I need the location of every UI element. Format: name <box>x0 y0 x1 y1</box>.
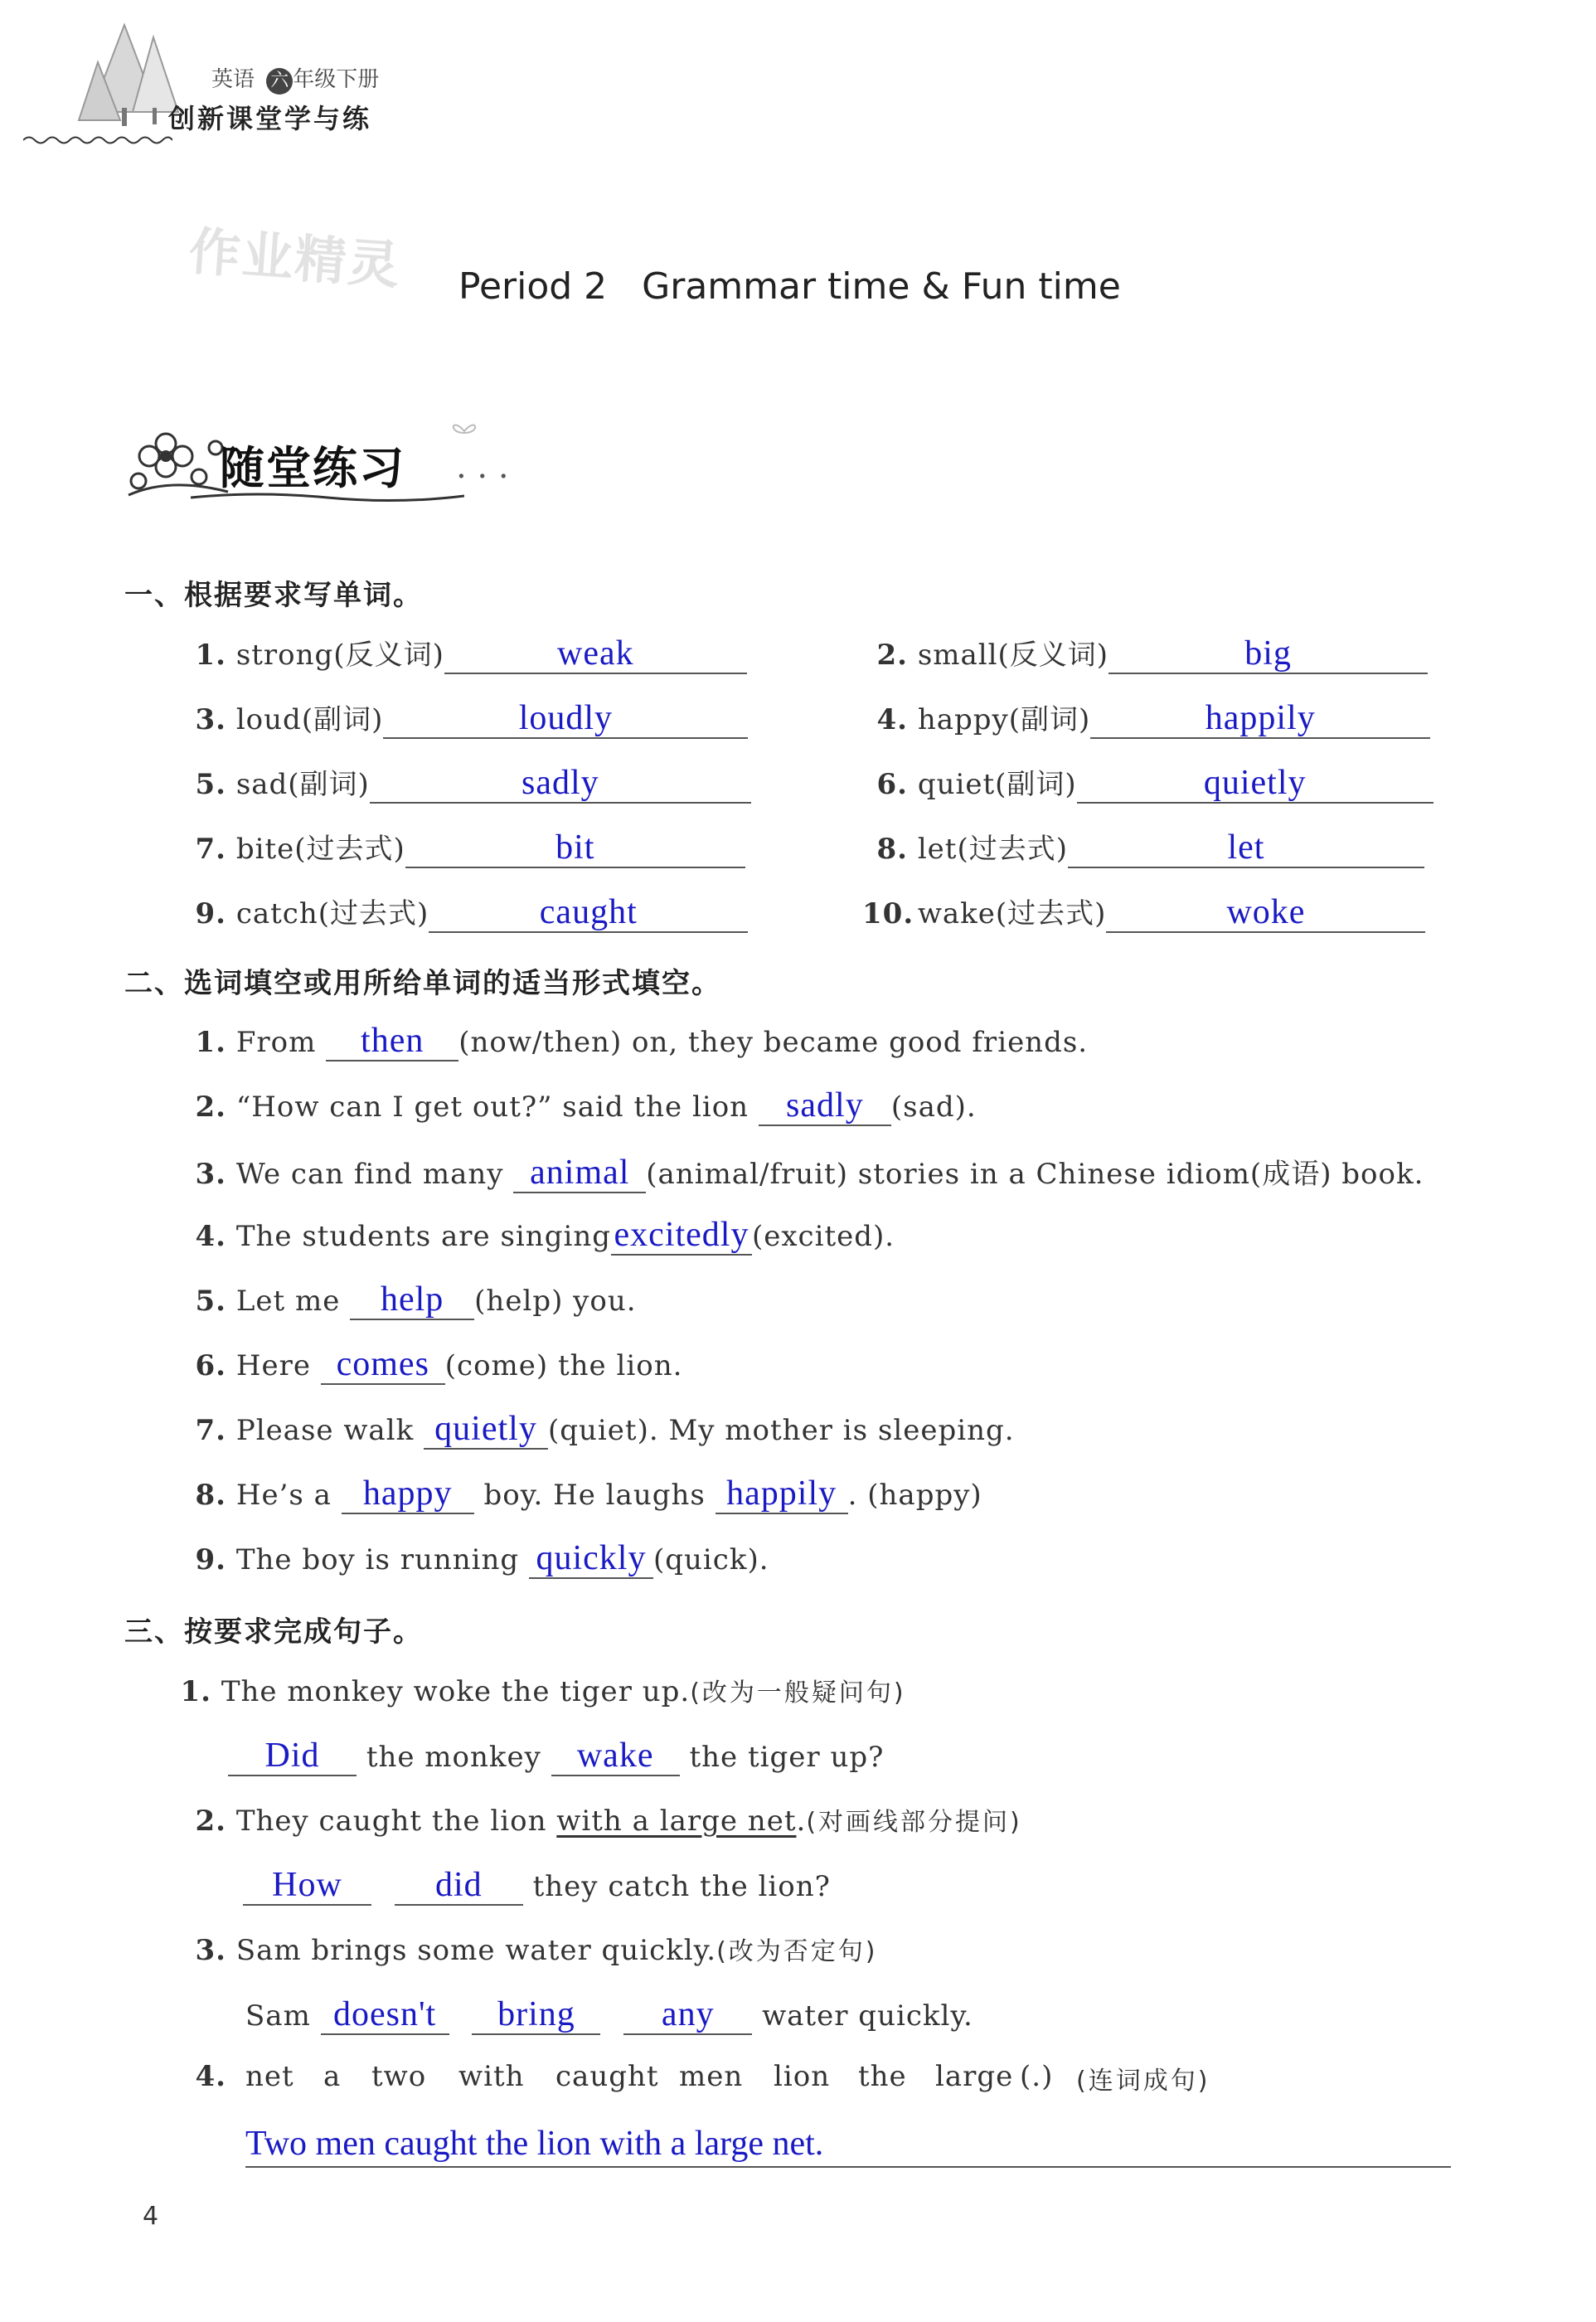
answer-field[interactable]: loudly <box>383 699 748 739</box>
question-text: (help) you. <box>474 1285 637 1318</box>
banner-dots: . . . <box>456 448 509 486</box>
question-text: (excited). <box>752 1220 895 1253</box>
question-text: (sad). <box>890 1091 977 1124</box>
question-text: Let me <box>235 1285 341 1318</box>
question-text: Please walk <box>235 1414 415 1447</box>
item-prompt: catch(过去式) <box>235 897 429 930</box>
s1-item-2 <box>862 632 1428 674</box>
page-number: 4 <box>143 2202 159 2231</box>
item-number: 5. <box>195 1285 226 1318</box>
s3-q1 <box>166 1672 906 1708</box>
s1-item-1 <box>181 632 747 674</box>
question-text: “How can I get out?” said the lion <box>235 1091 749 1124</box>
question-text: The students are singing <box>235 1220 611 1253</box>
s1-item-7 <box>181 826 745 868</box>
s2-q4 <box>181 1216 895 1256</box>
answer-field[interactable]: quietly <box>1077 764 1433 804</box>
s3-q4 <box>181 2060 1474 2101</box>
tree-logo-icon <box>75 21 182 129</box>
answer-field[interactable]: let <box>1068 828 1424 868</box>
underlined-phrase: with a large net <box>556 1805 797 1838</box>
item-number: 2. <box>876 639 908 672</box>
s2-q1 <box>181 1022 1088 1061</box>
requirement: (连词成句) <box>1076 2067 1210 2096</box>
practice-banner <box>116 415 547 506</box>
answer-field[interactable]: happily <box>716 1474 848 1514</box>
wave-divider <box>23 134 172 146</box>
item-number: 1. <box>195 639 226 672</box>
item-number: 6. <box>876 768 908 801</box>
answer-field[interactable]: excitedly <box>611 1216 752 1256</box>
subject-label: 英语 <box>211 67 255 92</box>
answer-field[interactable]: caught <box>429 893 748 933</box>
answer-field[interactable]: bit <box>405 828 745 868</box>
s3-q2-answer <box>243 1866 831 1906</box>
requirement: (改为否定句) <box>716 1937 878 1966</box>
s1-item-6 <box>862 761 1433 804</box>
answer-field[interactable]: How <box>243 1866 371 1906</box>
item-number: 8. <box>195 1479 226 1512</box>
scrambled-word: (.) <box>1020 2060 1054 2093</box>
scrambled-word: with <box>458 2060 525 2093</box>
period-title: Period 2 Grammar time & Fun time <box>458 265 1121 308</box>
item-number: 4. <box>195 2060 226 2093</box>
question-text: Sam brings some water quickly. <box>235 1934 717 1967</box>
question-text: (now/then) on, they became good friends. <box>458 1026 1089 1059</box>
question-text: water quickly. <box>762 1999 973 2033</box>
question-text: We can find many <box>235 1158 504 1191</box>
s1-item-10 <box>862 891 1425 933</box>
question-text: the tiger up? <box>689 1741 885 1774</box>
section3-title: 三、按要求完成句子。 <box>124 1615 423 1649</box>
answer-field[interactable]: Did <box>228 1737 357 1776</box>
item-prompt: quiet(副词) <box>917 768 1077 801</box>
section2-title: 二、选词填空或用所给单词的适当形式填空。 <box>124 967 721 1000</box>
requirement: (对画线部分提问) <box>806 1808 1022 1837</box>
header <box>17 17 514 149</box>
item-prompt: let(过去式) <box>917 833 1068 866</box>
item-number: 7. <box>195 1414 226 1447</box>
watermark: 作业精灵 <box>187 221 403 296</box>
item-number: 3. <box>195 1934 226 1967</box>
question-text: From <box>235 1026 317 1059</box>
s1-item-8 <box>862 826 1424 868</box>
s1-item-3 <box>181 697 748 739</box>
answer-field[interactable]: sadly <box>759 1086 891 1126</box>
answer-field[interactable]: any <box>623 1995 752 2035</box>
question-text: (come) the lion. <box>444 1349 683 1382</box>
s3-q4-answer[interactable] <box>245 2123 1451 2168</box>
scrambled-word: caught <box>555 2060 659 2093</box>
item-number: 7. <box>195 833 226 866</box>
answer-field[interactable]: did <box>395 1866 523 1906</box>
item-number: 2. <box>195 1091 226 1124</box>
answer-field[interactable]: weak <box>444 634 747 674</box>
answer-field[interactable]: animal <box>513 1154 646 1193</box>
banner-text: 随堂练习 <box>220 442 405 494</box>
s1-item-9 <box>181 891 748 933</box>
s2-q5 <box>181 1280 637 1320</box>
answer-field[interactable]: quietly <box>424 1410 548 1450</box>
question-text: (animal/fruit) stories in a Chinese idiom(成语) book. <box>646 1158 1424 1191</box>
item-prompt: wake(过去式) <box>917 897 1107 930</box>
s1-item-4 <box>862 697 1430 739</box>
s2-q2 <box>181 1086 977 1126</box>
item-number: 9. <box>195 1543 226 1576</box>
answer-field[interactable]: help <box>350 1280 474 1320</box>
item-number: 3. <box>195 1158 226 1191</box>
question-text: (quick). <box>653 1543 769 1576</box>
s2-q6 <box>181 1345 682 1385</box>
item-number: 4. <box>876 703 908 736</box>
s2-q3 <box>181 1151 1424 1193</box>
s2-q9 <box>181 1539 769 1579</box>
section1-title: 一、根据要求写单词。 <box>124 579 423 612</box>
grade-circle: 六 <box>266 68 293 95</box>
s3-q3-answer <box>245 1995 973 2035</box>
scrambled-word: lion <box>774 2060 831 2093</box>
answer-field[interactable]: happy <box>342 1474 474 1514</box>
item-prompt: small(反义词) <box>917 639 1109 672</box>
item-number: 5. <box>195 768 226 801</box>
question-text: The boy is running <box>235 1543 520 1576</box>
flower-icon <box>120 419 236 502</box>
answer-field[interactable]: bring <box>472 1995 600 2035</box>
question-text: boy. He laughs <box>483 1479 706 1512</box>
item-prompt: bite(过去式) <box>235 833 405 866</box>
question-text: The monkey woke the tiger up. <box>221 1675 691 1708</box>
requirement: (改为一般疑问句) <box>690 1678 906 1707</box>
answer-field[interactable]: happily <box>1090 699 1430 739</box>
item-number: 10. <box>862 897 914 930</box>
answer-field[interactable]: sadly <box>370 764 751 804</box>
item-number: 6. <box>195 1349 226 1382</box>
scrambled-word: the <box>858 2060 907 2093</box>
item-number: 2. <box>195 1805 226 1838</box>
answer-text: Two men caught the lion with a large net. <box>245 2125 824 2163</box>
s1-item-5 <box>181 761 751 804</box>
scrambled-word: men <box>679 2060 744 2093</box>
item-number: 4. <box>195 1220 226 1253</box>
butterfly-icon <box>448 415 481 448</box>
item-number: 1. <box>180 1675 211 1708</box>
grade-label: 年级下册 <box>293 67 380 92</box>
question-text: the monkey <box>366 1741 541 1774</box>
scrambled-word: net <box>245 2060 294 2093</box>
answer-field[interactable]: woke <box>1106 893 1425 933</box>
s3-q2 <box>181 1801 1022 1838</box>
question-text: . (happy) <box>847 1479 982 1512</box>
book-title: 创新课堂学与练 <box>168 103 372 134</box>
answer-field[interactable]: wake <box>551 1737 680 1776</box>
banner-underline <box>191 491 464 503</box>
item-number: 9. <box>195 897 226 930</box>
item-prompt: loud(副词) <box>235 703 384 736</box>
s2-q8 <box>181 1474 982 1514</box>
question-text: they catch the lion? <box>532 1870 831 1903</box>
s3-q1-answer <box>228 1737 884 1776</box>
item-number: 1. <box>195 1026 226 1059</box>
s2-q7 <box>181 1410 1015 1450</box>
scrambled-word: large <box>935 2060 1014 2093</box>
scrambled-word: two <box>371 2060 427 2093</box>
item-number: 3. <box>195 703 226 736</box>
item-prompt: sad(副词) <box>235 768 370 801</box>
answer-field[interactable]: big <box>1108 634 1428 674</box>
question-text: Sam <box>245 1999 311 2033</box>
question-text: They caught the lion <box>235 1805 547 1838</box>
item-prompt: strong(反义词) <box>235 639 444 672</box>
question-text: Here <box>235 1349 311 1382</box>
answer-field[interactable]: quickly <box>529 1539 653 1579</box>
answer-field[interactable]: comes <box>321 1345 445 1385</box>
question-text: (quiet). My mother is sleeping. <box>548 1414 1015 1447</box>
s3-q3 <box>181 1931 878 1967</box>
scrambled-word: a <box>323 2060 342 2093</box>
item-number: 8. <box>876 833 908 866</box>
question-text: . <box>796 1805 807 1838</box>
item-prompt: happy(副词) <box>917 703 1091 736</box>
answer-field[interactable]: then <box>326 1022 458 1061</box>
question-text: He’s a <box>235 1479 332 1512</box>
answer-field[interactable]: doesn't <box>321 1995 449 2035</box>
